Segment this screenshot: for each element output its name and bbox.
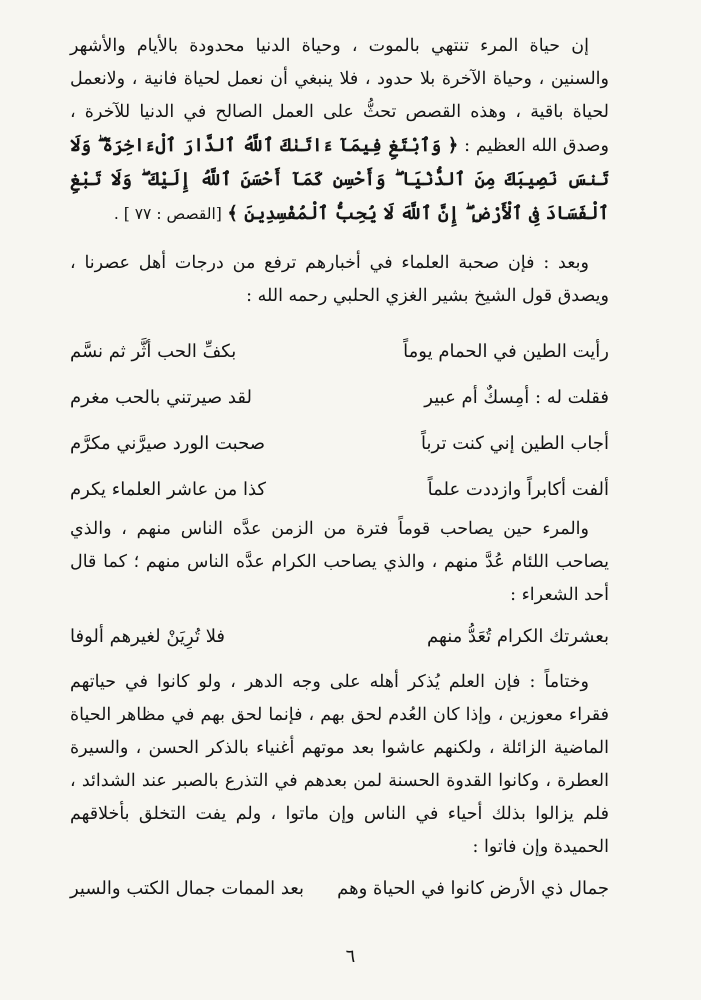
- conclusion-paragraph: [70, 666, 609, 864]
- intro-line: والسنين ، وحياة الآخرة بلا حدود ، فلا ينبغي أن نعمل لحياة فانية ،: [131, 69, 609, 89]
- paragraph-line: العطرة ، وكانوا القدوة الحسنة لمن بعدهم في التذرع بالصبر عند الشدائد ،: [70, 771, 609, 791]
- verse-first-hemistich: جمال ذي الأرض كانوا في الحياة وهم: [337, 878, 609, 899]
- paragraph-line: فلم يزالوا بذلك أحياء في الناس وإن ماتوا ، ولم يفت التخلق بأخلاقهم: [70, 804, 609, 824]
- intro-line: للآخرة ، وصدق الله العظيم :: [70, 102, 609, 156]
- companionship-paragraph: [70, 513, 609, 612]
- verse-second-hemistich: فلا تُرِيَنْ لغيرهم ألوفا: [70, 626, 226, 647]
- poem-verse: [70, 421, 609, 467]
- poem-bashir-ghazzi: [70, 329, 609, 513]
- paragraph-line: والمرء حين يصاحب قوماً فترة من الزمن عدَّه الناس منهم ، والذي: [70, 519, 589, 539]
- verse-second-hemistich: بكفِّ الحب أثَّر ثم نسَّم: [70, 341, 237, 362]
- paragraph-line: فقراء معوزين ، وإذا كان العُدم لحق بهم ، فإنما لحق بهم في مظاهر الحياة: [70, 705, 609, 725]
- poem-verse: [70, 329, 609, 375]
- paragraph-line: وبعد : فإن صحبة العلماء في أخبارهم ترفع من درجات أهل عصرنا ،: [70, 253, 589, 273]
- paragraph-line: يصاحب اللئام عُدَّ منهم ، والذي يصاحب الكرام عدَّه الناس منهم ؛ كما: [103, 552, 609, 572]
- verse-first-hemistich: فقلت له : أمِسكٌ أم عبير: [424, 387, 609, 408]
- verse-first-hemistich: رأيت الطين في الحمام يوماً: [403, 341, 609, 362]
- intro-line: ولانعمل لحياة باقية ، وهذه القصص تحثُّ على العمل الصالح في الدنيا: [70, 69, 609, 122]
- page-number: ٦: [345, 946, 356, 967]
- intro-paragraph: [70, 30, 609, 231]
- paragraph-line: قال أحد الشعراء :: [70, 552, 609, 605]
- paragraph-line: الحميدة وإن فاتوا :: [472, 837, 609, 857]
- poem-verse-companions: [70, 616, 609, 658]
- verse-first-hemistich: ألفت أكابراً وازددت علماً: [427, 479, 609, 500]
- paragraph-line: ويصدق قول الشيخ بشير الغزي الحلبي رحمه الله :: [246, 286, 609, 306]
- quran-verse: ﴿ وَٱبْتَغِ فِيمَآ ءَاتَىٰكَ ٱللَّهُ ٱلدَّارَ ٱلْءَاخِرَةَ ۖ وَلَا تَنسَ نَصِيبَكَ مِنَ ٱلدُّنْيَا ۖ وَأَحْسِن كَمَآ أَحْسَنَ ٱللَّهُ إِلَيْكَ ۖ وَلَا تَبْغِ ٱلْفَسَادَ فِى ٱلْأَرْضِ ۖ إِنَّ ٱللَّهَ لَا يُحِبُّ ٱلْمُفْسِدِينَ ﴾: [70, 135, 609, 224]
- intro-line: إن حياة المرء تنتهي بالموت ، وحياة الدنيا محدودة بالأيام والأشهر: [70, 36, 589, 56]
- verse-first-hemistich: أجاب الطين إني كنت ترباً: [421, 433, 609, 454]
- poem-verse: [70, 375, 609, 421]
- verse-first-hemistich: بعشرتك الكرام تُعَدُّ منهم: [426, 626, 609, 647]
- verse-reference: [القصص : ٧٧ ] .: [113, 205, 222, 223]
- verse-second-hemistich: بعد الممات جمال الكتب والسير: [70, 878, 304, 899]
- verse-second-hemistich: صحبت الورد صيرَّني مكرَّم: [70, 433, 265, 454]
- introduction-paragraph: [70, 247, 609, 313]
- poem-verse: [70, 467, 609, 513]
- paragraph-line: الماضية الزائلة ، ولكنهم عاشوا بعد موتهم أغنياء بالذكر الحسن ، والسيرة: [70, 738, 609, 758]
- paragraph-line: وختاماً : فإن العلم يُذكر أهله على وجه الدهر ، ولو كانوا في حياتهم: [70, 672, 589, 692]
- verse-second-hemistich: لقد صيرتني بالحب مغرم: [70, 387, 252, 408]
- poem-verse-closing: [70, 868, 609, 910]
- verse-second-hemistich: كذا من عاشر العلماء يكرم: [70, 479, 266, 500]
